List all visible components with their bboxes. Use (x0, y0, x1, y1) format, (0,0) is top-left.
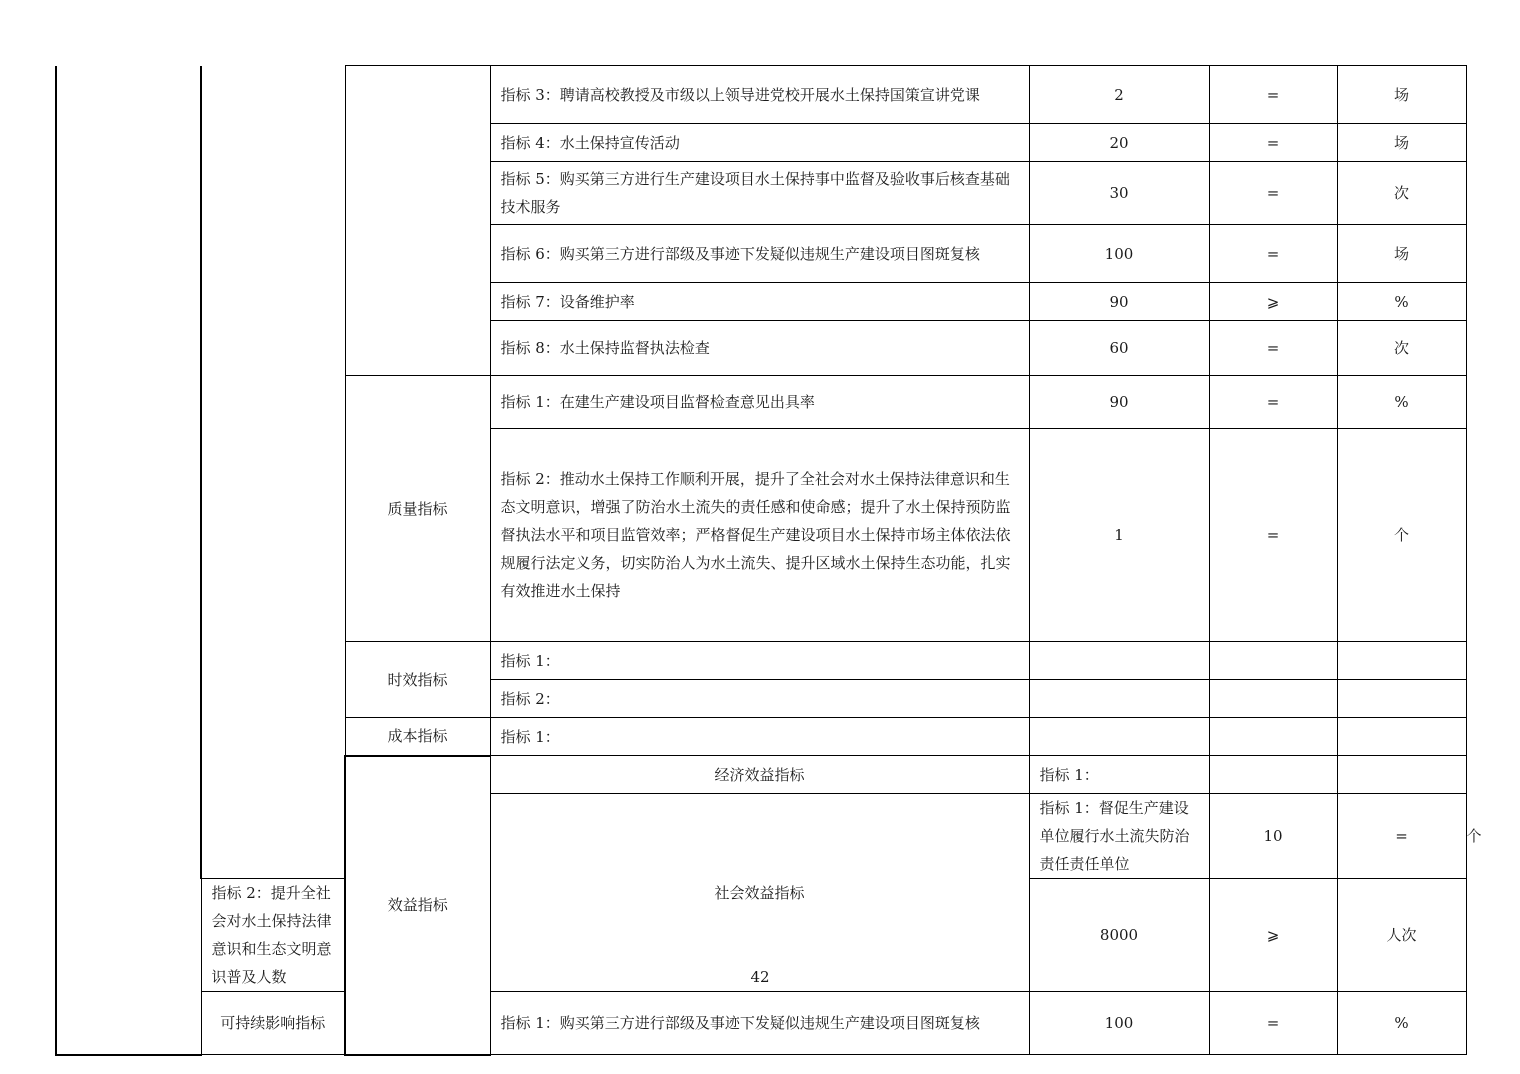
operator-cell: ⩾ (1209, 879, 1337, 992)
target-value-cell: 100 (1029, 225, 1209, 283)
indicator-cell: 指标 5：购买第三方进行生产建设项目水土保持事中监督及验收事后核查基础技术服务 (490, 162, 1029, 225)
unit-cell: 个 (1337, 429, 1466, 642)
unit-cell (1337, 680, 1466, 718)
indicator-cell: 指标 1： (1029, 756, 1209, 794)
target-value-cell: 90 (1029, 376, 1209, 429)
target-value-cell (1029, 680, 1209, 718)
operator-cell (1337, 756, 1466, 794)
second-level-indicator-cell (201, 66, 345, 879)
benefit-group-cell: 效益指标 (345, 756, 490, 1055)
timeliness-group-cell: 时效指标 (345, 642, 490, 718)
economic-group-cell: 经济效益指标 (490, 756, 1029, 794)
indicator-cell: 指标 1： (490, 718, 1029, 756)
operator-cell: = (1209, 376, 1337, 429)
unit-cell (1337, 718, 1466, 756)
unit-cell: 次 (1337, 321, 1466, 376)
unit-cell: % (1337, 992, 1466, 1055)
unit-cell: % (1337, 283, 1466, 321)
table-row: 社会效益指标 指标 1：督促生产建设单位履行水土流失防治责任责任单位 10 = 个 (56, 794, 1466, 879)
target-value-cell (1209, 756, 1337, 794)
unit-cell: 人次 (1337, 879, 1466, 992)
indicator-cell: 指标 2：提升全社会对水土保持法律意识和生态文明意识普及人数 (201, 879, 345, 992)
operator-cell: = (1209, 66, 1337, 124)
operator-cell: ⩾ (1209, 283, 1337, 321)
operator-cell (1209, 642, 1337, 680)
indicator-cell: 指标 7：设备维护率 (490, 283, 1029, 321)
operator-cell: = (1209, 429, 1337, 642)
unit-cell: % (1337, 376, 1466, 429)
indicator-cell: 指标 2：推动水土保持工作顺利开展，提升了全社会对水土保持法律意识和生态文明意识，增强了防治水土流失的责任感和使命感；提升了水土保持预防监督执法水平和项目监管效率；严格督促生产建设项目水土保持市场主体依法依规履行法定义务，切实防治人为水土流失、提升区域水土保持生态功能，扎实有效推进水土保持 (490, 429, 1029, 642)
operator-cell: = (1209, 225, 1337, 283)
unit-cell: 场 (1337, 225, 1466, 283)
operator-cell (1209, 718, 1337, 756)
operator-cell (1209, 680, 1337, 718)
target-value-cell: 90 (1029, 283, 1209, 321)
unit-cell (1337, 642, 1466, 680)
target-value-cell: 20 (1029, 124, 1209, 162)
operator-cell: = (1337, 794, 1466, 879)
target-value-cell: 30 (1029, 162, 1209, 225)
operator-cell: = (1209, 992, 1337, 1055)
target-value-cell: 10 (1209, 794, 1337, 879)
indicator-cell: 指标 4：水土保持宣传活动 (490, 124, 1029, 162)
indicator-cell: 指标 8：水土保持监督执法检查 (490, 321, 1029, 376)
table-row (56, 992, 1466, 1055)
operator-cell: = (1209, 321, 1337, 376)
indicator-cell: 指标 1：购买第三方进行部级及事迹下发疑似违规生产建设项目图斑复核 (490, 992, 1029, 1055)
table-row (56, 66, 1466, 124)
indicator-cell: 指标 1：督促生产建设单位履行水土流失防治责任责任单位 (1029, 794, 1209, 879)
unit-cell: 场 (1337, 66, 1466, 124)
target-value-cell: 2 (1029, 66, 1209, 124)
sustainable-group-cell: 可持续影响指标 (201, 992, 345, 1055)
cost-group-cell: 成本指标 (345, 718, 490, 756)
indicator-cell: 指标 1：在建生产建设项目监督检查意见出具率 (490, 376, 1029, 429)
indicator-cell: 指标 6：购买第三方进行部级及事迹下发疑似违规生产建设项目图斑复核 (490, 225, 1029, 283)
operator-cell: = (1209, 124, 1337, 162)
performance-indicator-table (55, 65, 1482, 1056)
unit-cell: 次 (1337, 162, 1466, 225)
indicator-cell: 指标 2： (490, 680, 1029, 718)
unit-cell: 场 (1337, 124, 1466, 162)
page-number: 42 (750, 968, 770, 986)
first-level-indicator-cell (56, 66, 201, 1055)
indicator-cell: 指标 1： (490, 642, 1029, 680)
target-value-cell: 60 (1029, 321, 1209, 376)
quality-group-cell: 质量指标 (345, 376, 490, 642)
indicator-cell: 指标 3：聘请高校教授及市级以上领导进党校开展水土保持国策宣讲党课 (490, 66, 1029, 124)
operator-cell: = (1209, 162, 1337, 225)
quantity-group-cell (345, 66, 490, 376)
target-value-cell (1029, 642, 1209, 680)
target-value-cell: 8000 (1029, 879, 1209, 992)
target-value-cell (1029, 718, 1209, 756)
target-value-cell: 100 (1029, 992, 1209, 1055)
target-value-cell: 1 (1029, 429, 1209, 642)
social-group-cell: 社会效益指标 (490, 794, 1029, 992)
